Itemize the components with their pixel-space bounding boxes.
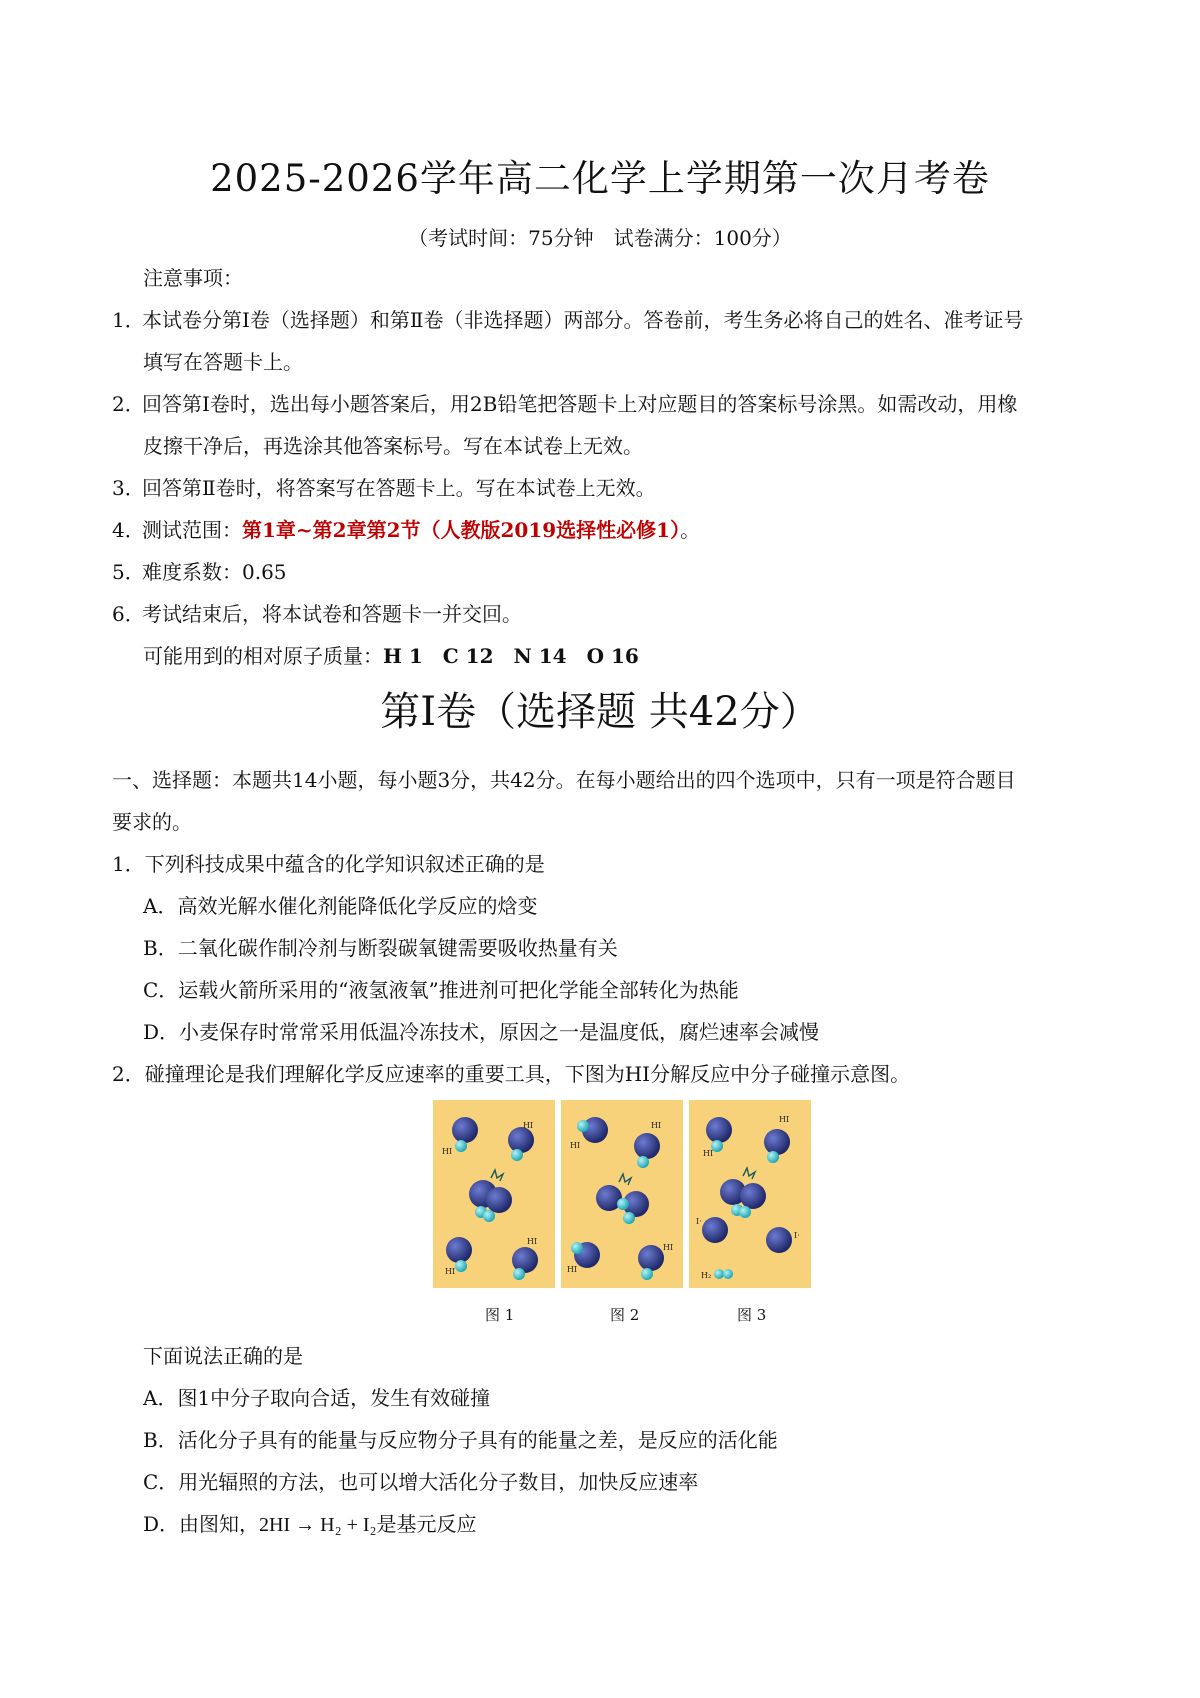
hi-label: HI <box>523 1121 534 1130</box>
iodine-atom <box>446 1237 472 1263</box>
q1-option-a: A．高效光解水催化剂能降低化学反应的焓变 <box>143 894 538 918</box>
i-label: I· <box>794 1231 800 1240</box>
q1-option-b: B．二氧化碳作制冷剂与断裂碳氧键需要吸收热量有关 <box>143 936 618 960</box>
hydrogen-atom <box>723 1269 733 1279</box>
notice-item-3: 3．回答第Ⅱ卷时，将答案写在答题卡上。写在本试卷上无效。 <box>112 476 656 500</box>
hi-label: HI <box>663 1243 674 1252</box>
iodine-atom <box>634 1133 660 1159</box>
notice-item-6: 6．考试结束后，将本试卷和答题卡一并交回。 <box>112 602 522 626</box>
test-scope-highlight: 第1章~第2章第2节（人教版2019选择性必修1） <box>242 518 681 542</box>
h2-label: H₂ <box>701 1271 712 1280</box>
hi-label: HI <box>527 1237 538 1246</box>
figure-caption-2: 图 2 <box>610 1306 640 1324</box>
section-title: 第Ⅰ卷（选择题 共42分） <box>380 689 820 735</box>
q2-option-c: C．用光辐照的方法，也可以增大活化分子数目，加快反应速率 <box>143 1470 699 1494</box>
hydrogen-atom <box>577 1120 589 1132</box>
q2-stem: 2．碰撞理论是我们理解化学反应速率的重要工具，下图为HI分解反应中分子碰撞示意图。 <box>112 1062 911 1086</box>
iodine-atom <box>508 1127 534 1153</box>
iodine-atom <box>766 1227 792 1253</box>
hydrogen-atom <box>641 1268 653 1280</box>
hi-label: HI <box>567 1265 578 1274</box>
notice-item-2-cont: 皮擦干净后，再选涂其他答案标号。写在本试卷上无效。 <box>143 434 643 458</box>
hi-label: HI <box>445 1267 456 1276</box>
atomic-mass-line: 可能用到的相对原子质量：H 1 C 12 N 14 O 16 <box>143 644 639 668</box>
iodine-atom <box>740 1183 766 1209</box>
q2-option-b: B．活化分子具有的能量与反应物分子具有的能量之差，是反应的活化能 <box>143 1428 778 1452</box>
hi-label: HI <box>442 1147 453 1156</box>
figure-caption-1: 图 1 <box>485 1306 515 1324</box>
iodine-atom <box>452 1117 478 1143</box>
hi-label: HI <box>779 1115 790 1124</box>
exam-title: 2025-2026学年高二化学上学期第一次月考卷 <box>210 157 990 200</box>
hydrogen-atom <box>571 1242 583 1254</box>
hydrogen-atom <box>767 1151 779 1163</box>
hydrogen-atom <box>483 1210 495 1222</box>
iodine-atom <box>764 1129 790 1155</box>
section-instruction-2: 要求的。 <box>112 810 192 834</box>
notice-item-1-cont: 填写在答题卡上。 <box>143 350 303 374</box>
hydrogen-atom <box>455 1140 467 1152</box>
i-label: I· <box>696 1217 702 1226</box>
hydrogen-atom <box>714 1269 724 1279</box>
iodine-atom <box>702 1217 728 1243</box>
collision-figure <box>433 1100 813 1320</box>
notice-item-2: 2．回答第Ⅰ卷时，选出每小题答案后，用2B铅笔把答题卡上对应题目的答案标号涂黑。如需改动，用橡 <box>112 392 1018 416</box>
panel-1 <box>433 1100 555 1288</box>
notice-item-5: 5．难度系数：0.65 <box>112 560 287 584</box>
hydrogen-atom <box>623 1212 635 1224</box>
q1-option-c: C．运载火箭所采用的“液氢液氧”推进剂可把化学能全部转化为热能 <box>143 978 739 1002</box>
q2-option-d: D．由图知，2HI → H₂ + I₂是基元反应 <box>143 1512 477 1536</box>
hydrogen-atom <box>617 1198 629 1210</box>
iodine-atom <box>706 1117 732 1143</box>
hydrogen-atom <box>637 1156 649 1168</box>
iodine-atom <box>486 1187 512 1213</box>
q2-followup: 下面说法正确的是 <box>143 1344 303 1368</box>
hydrogen-atom <box>513 1268 525 1280</box>
hi-label: HI <box>651 1121 662 1130</box>
hydrogen-atom <box>739 1206 751 1218</box>
q2-option-a: A．图1中分子取向合适，发生有效碰撞 <box>143 1386 491 1410</box>
section-instruction-1: 一、选择题：本题共14小题，每小题3分，共42分。在每小题给出的四个选项中，只有一项是符合题目 <box>112 768 1016 792</box>
panel-2 <box>561 1100 683 1288</box>
q1-option-d: D．小麦保存时常常采用低温冷冻技术，原因之一是温度低，腐烂速率会减慢 <box>143 1020 820 1044</box>
hydrogen-atom <box>455 1260 467 1272</box>
panel-3 <box>689 1100 811 1288</box>
figure-caption-3: 图 3 <box>737 1306 767 1324</box>
hi-label: HI <box>570 1141 581 1150</box>
collision-diagram <box>433 1100 813 1320</box>
notice-item-1: 1．本试卷分第Ⅰ卷（选择题）和第Ⅱ卷（非选择题）两部分。答卷前，考生务必将自己的姓名、准考证号 <box>112 308 1024 332</box>
hydrogen-atom <box>511 1149 523 1161</box>
iodine-atom <box>638 1245 664 1271</box>
hi-label: HI <box>703 1149 714 1158</box>
exam-subtitle: （考试时间：75分钟 试卷满分：100分） <box>408 226 792 250</box>
reaction-formula: 2HI → H₂ + I₂ <box>259 1514 377 1536</box>
q1-stem: 1．下列科技成果中蕴含的化学知识叙述正确的是 <box>112 852 545 876</box>
notice-heading: 注意事项： <box>143 266 243 290</box>
notice-item-4: 4．测试范围：第1章~第2章第2节（人教版2019选择性必修1）。 <box>112 518 701 542</box>
